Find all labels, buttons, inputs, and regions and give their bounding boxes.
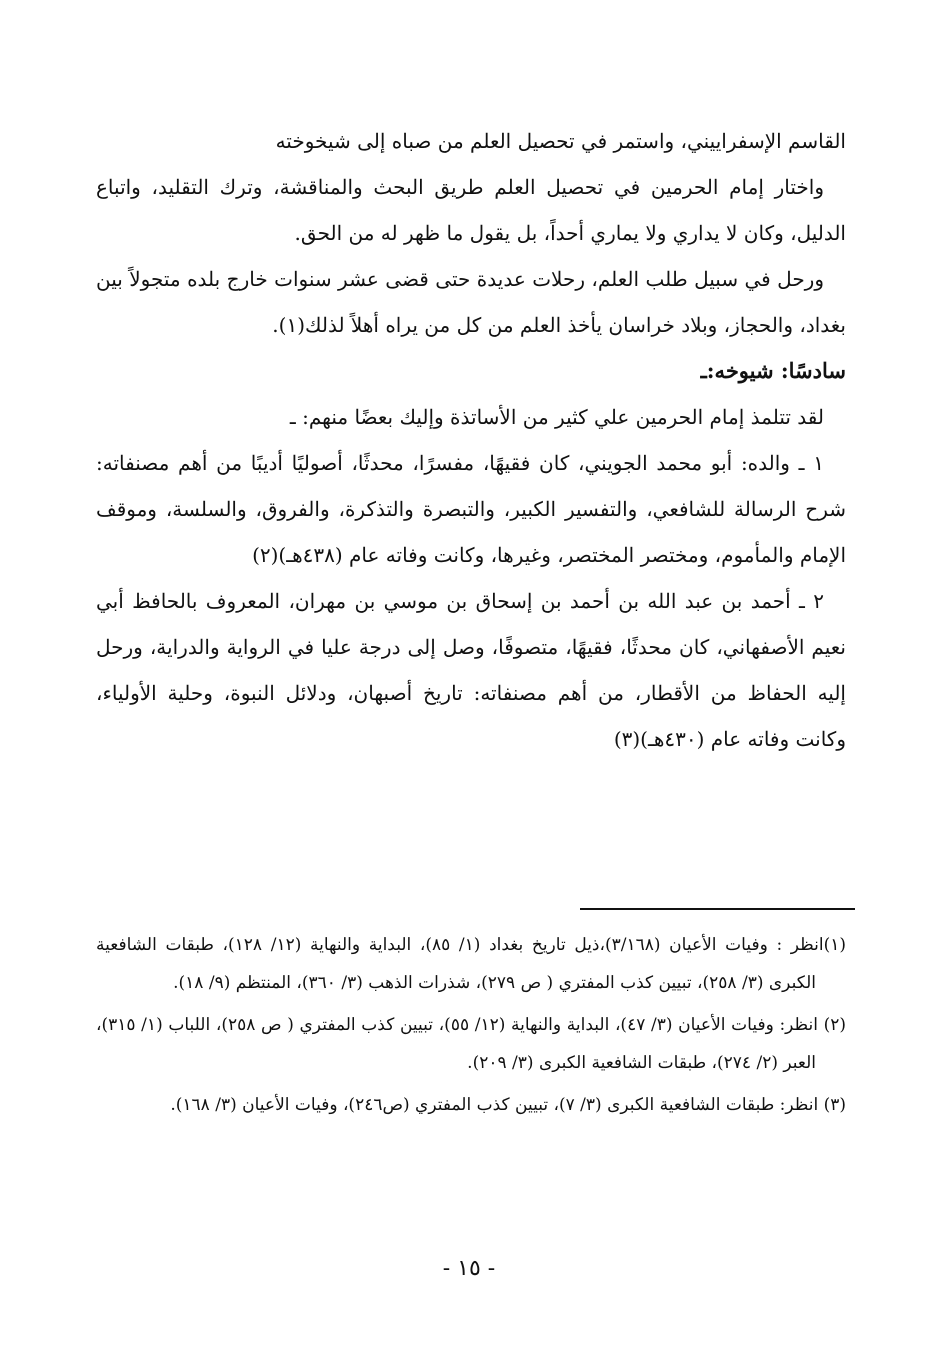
teacher-item-1: ١ ـ والده: أبو محمد الجويني، كان فقيهًا، مفسرًا، محدثًا، أصوليًا أديبًا من أهم مصنفاته: شرح الرسالة للشافعي، والتفسير الكبير، والتبصرة والتذكرة، والفروق، والسلسة، وموقف الإمام والمأموم، ومختصر المختصر، وغيرها، وكانت وفاته عام (٤٣٨هـ)(٢) xyxy=(96,451,846,567)
paragraph-1: القاسم الإسفراييني، واستمر في تحصيل العلم من صباه إلى شيخوخته xyxy=(275,129,846,153)
footnote-1: (١)انظر : وفيات الأعيان (٣/١٦٨)،ذيل تاريخ بغداد (١/ ٨٥)، البداية والنهاية (١٢/ ١٢٨)، طبقات الشافعية الكبرى (٣/ ٢٥٨)، تبيين كذب المفتري ( ص ٢٧٩)، شذرات الذهب (٣/ ٣٦٠)، المنتظم (٩/ ١٨). xyxy=(96,935,846,993)
teacher-item-2: ٢ ـ أحمد بن عبد الله بن أحمد بن إسحاق بن موسي بن مهران، المعروف بالحافظ أبي نعيم الأصفهاني، كان محدثًا، فقيهًا، متصوفًا، وصل إلى درجة عليا في الرواية والدراية، ورحل إليه الحفاظ من الأقطار، من أهم مصنفاته: تاريخ أصبهان، ودلائل النبوة، وحلية الأولياء، وكانت وفاته عام (٤٣٠هـ)(٣) xyxy=(96,589,846,751)
page-number: - ١٥ - xyxy=(442,1256,496,1281)
main-text xyxy=(96,118,846,762)
paragraph-2: واختار إمام الحرمين في تحصيل العلم طريق البحث والمناقشة، وترك التقليد، واتباع الدليل، وكان لا يداري ولا يماري أحداً، بل يقول ما ظهر له من الحق. xyxy=(96,175,846,245)
paragraph-3: ورحل في سبيل طلب العلم، رحلات عديدة حتى قضى عشر سنوات خارج بلده متجولاً بين بغداد، والحجاز، وبلاد خراسان يأخذ العلم من كل من يراه أهلاً لذلك(١). xyxy=(96,267,846,337)
footnote-3: (٣) انظر: طبقات الشافعية الكبرى (٣/ ٧)، تبيين كذب المفتري (ص٢٤٦)، وفيات الأعيان (٣/ ١٦٨). xyxy=(170,1095,846,1115)
footnotes xyxy=(96,926,846,1128)
section-heading: سادسًا: شيوخه:ـ xyxy=(700,358,846,383)
footnote-divider xyxy=(580,908,855,910)
footnote-2: (٢) انظر: وفيات الأعيان (٣/ ٤٧)، البداية والنهاية (١٢/ ٥٥)، تبيين كذب المفتري ( ص ٢٥٨)، اللباب (١/ ٣١٥)، العبر (٢/ ٢٧٤)، طبقات الشافعية الكبرى (٣/ ٢٠٩). xyxy=(96,1015,847,1073)
intro-paragraph: لقد تتلمذ إمام الحرمين علي كثير من الأساتذة وإليك بعضًا منهم: ـ xyxy=(289,405,824,429)
